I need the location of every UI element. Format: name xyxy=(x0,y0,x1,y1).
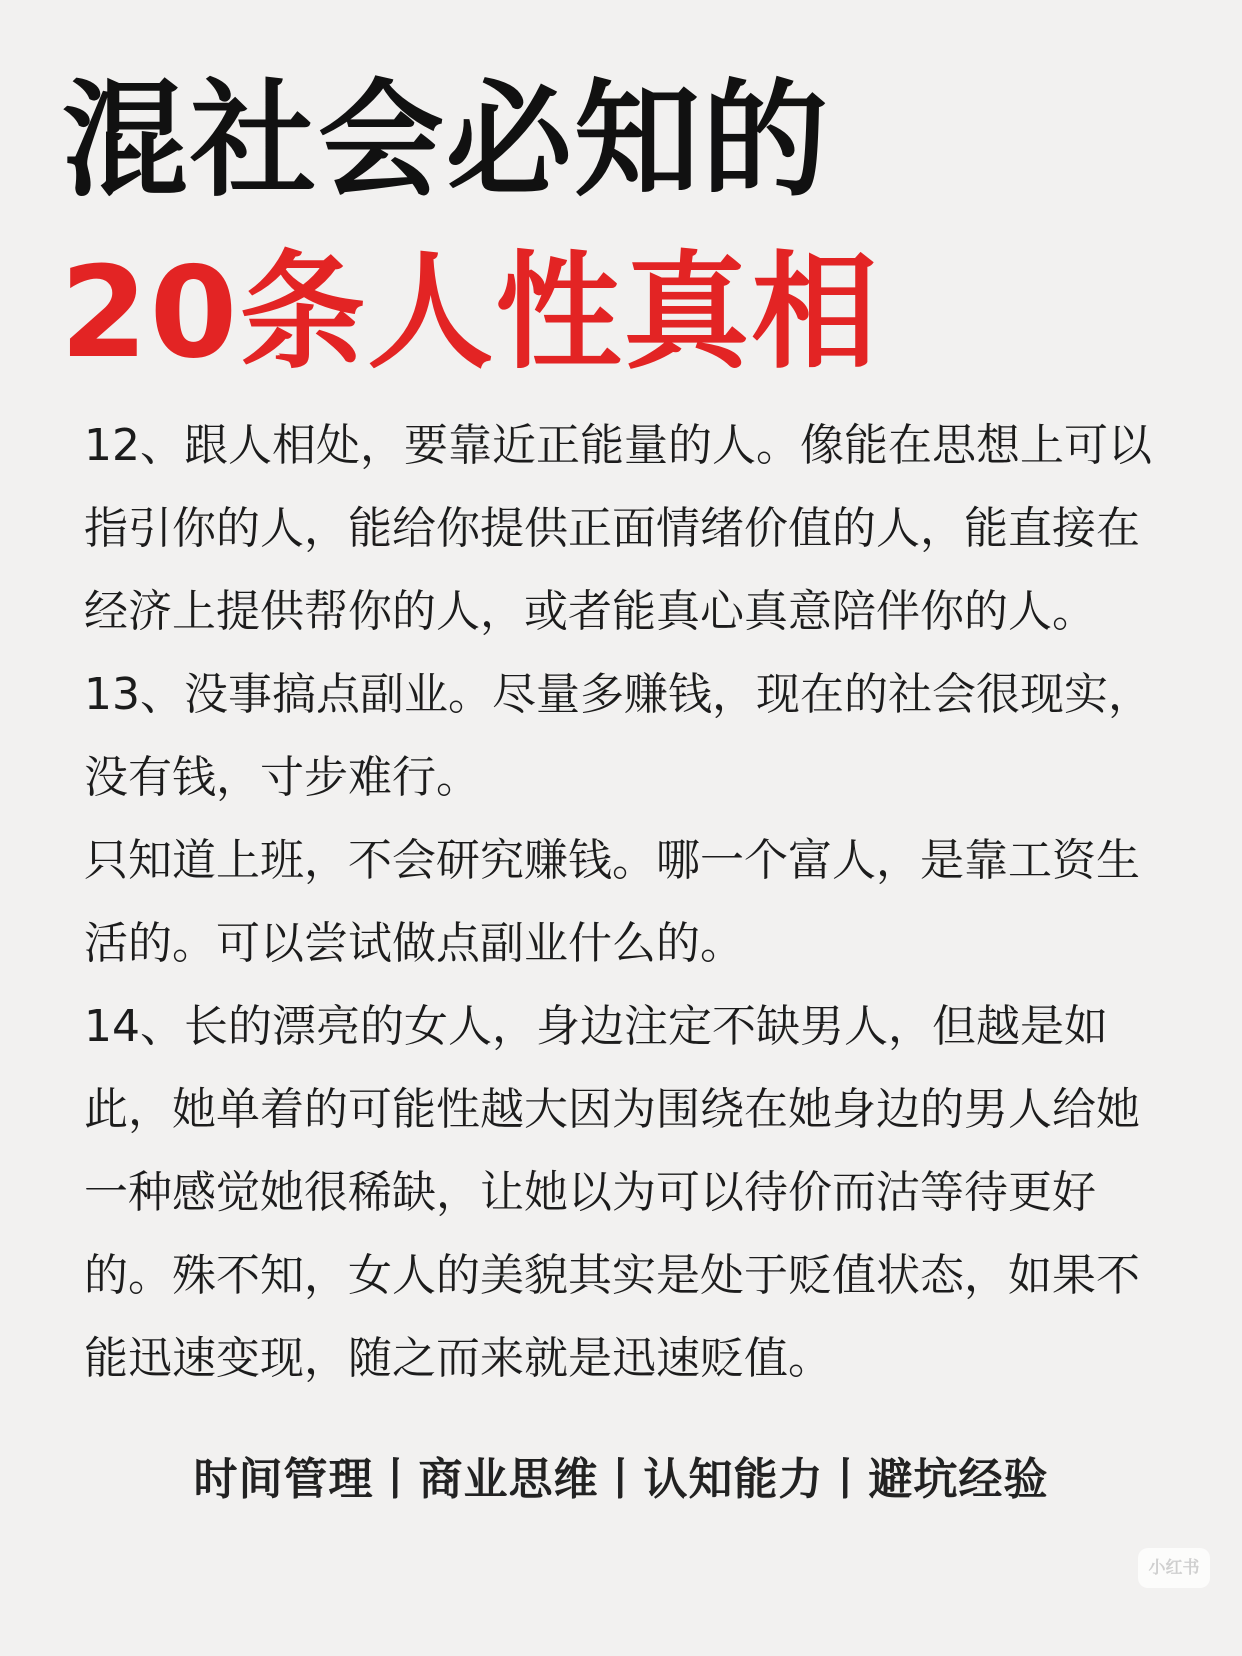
paragraph-14: 14、长的漂亮的女人，身边注定不缺男人，但越是如此，她单着的可能性越大因为围绕在她身边的男人给她一种感觉她很稀缺，让她以为可以待价而沽等待更好的。殊不知，女人的美貌其实是处于贬值状态，如果不能迅速变现，随之而来就是迅速贬值。 xyxy=(84,1001,1140,1384)
body-text xyxy=(84,404,1164,1400)
paragraph-13: 13、没事搞点副业。尽量多赚钱，现在的社会很现实，没有钱，寸步难行。 xyxy=(84,669,1152,803)
xiaohongshu-watermark-logo: 小红书 xyxy=(1138,1548,1210,1588)
title-line-2: 20条人性真相 xyxy=(60,239,880,386)
topic-tags: 时间管理丨商业思维丨认知能力丨避坑经验 xyxy=(193,1454,1049,1505)
paragraph-12: 12、跟人相处，要靠近正能量的人。像能在思想上可以指引你的人，能给你提供正面情绪价值的人，能直接在经济上提供帮你的人，或者能真心真意陪伴你的人。 xyxy=(84,420,1152,637)
paragraph-13-continued: 只知道上班，不会研究赚钱。哪一个富人，是靠工资生活的。可以尝试做点副业什么的。 xyxy=(84,835,1140,969)
title-line-1: 混社会必知的 xyxy=(62,67,830,214)
